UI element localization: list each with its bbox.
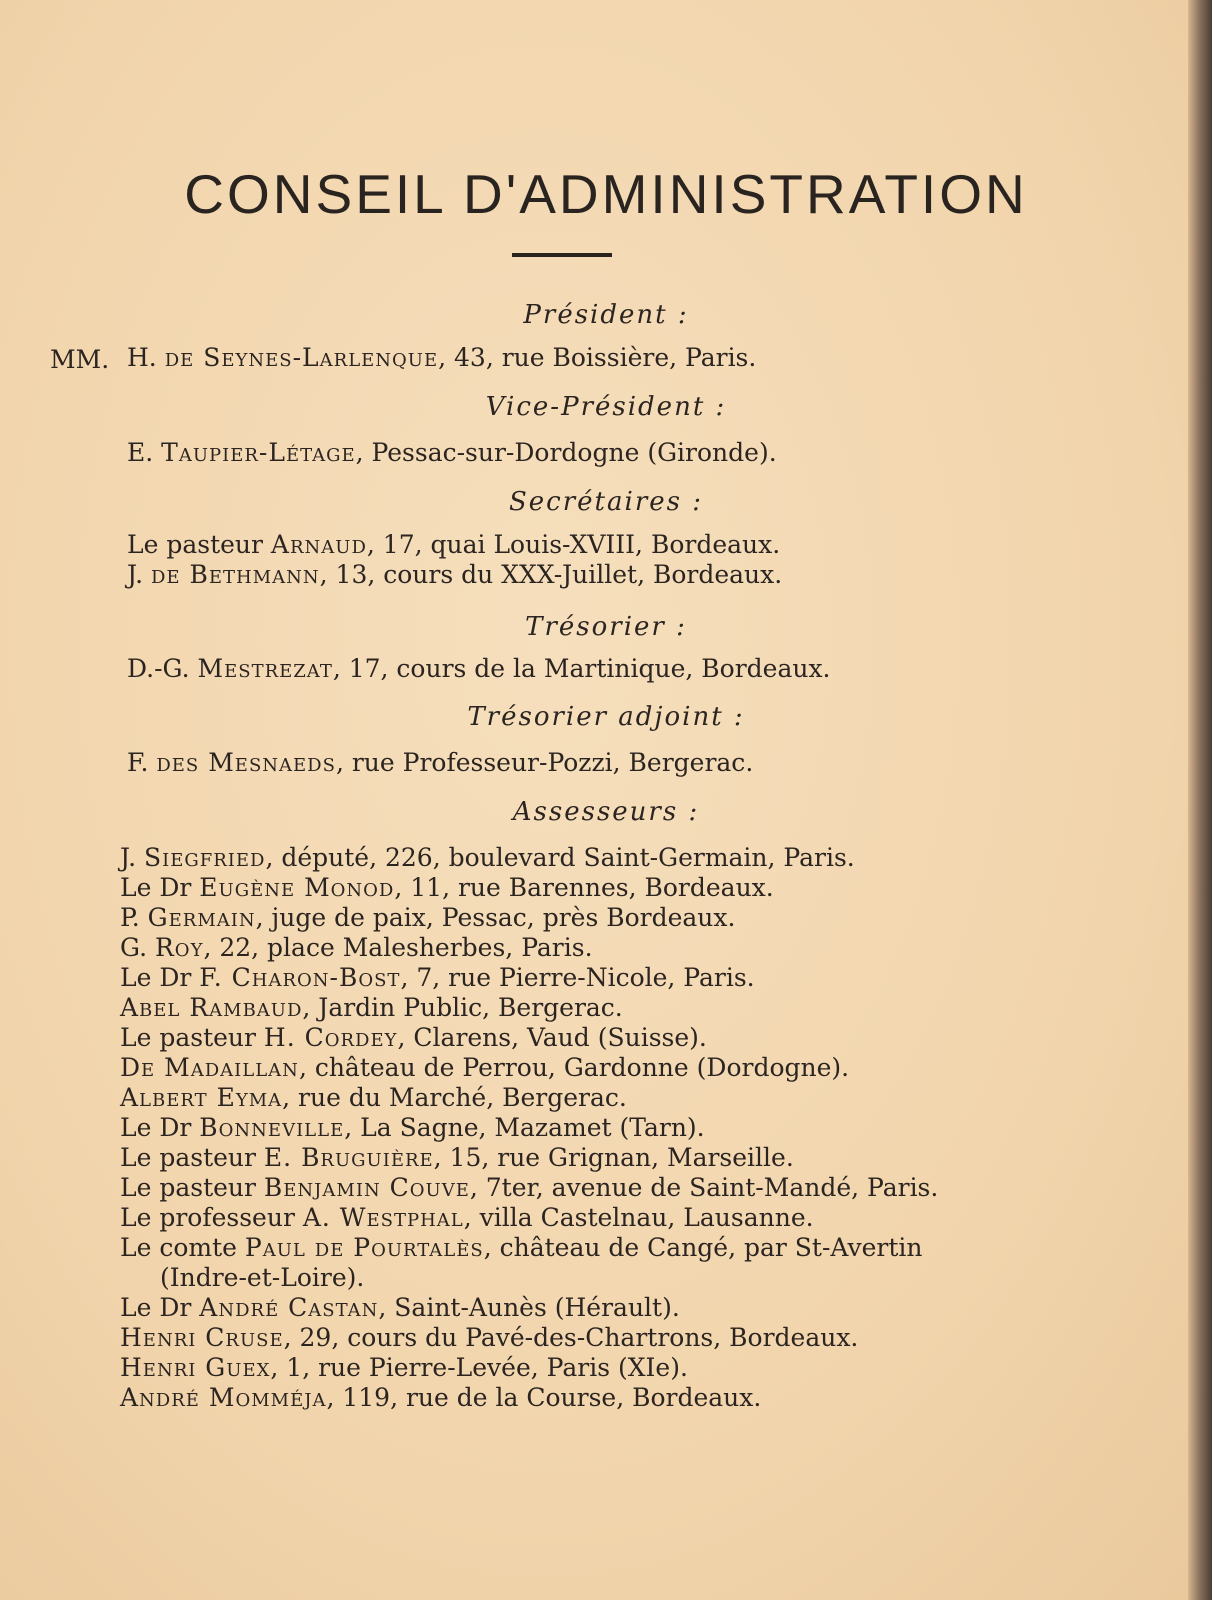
entry-assesseur-17: Henri Guex, 1, rue Pierre-Levée, Paris (XIe). [120,1353,688,1382]
entry-secretaire-1: Le pasteur Arnaud, 17, quai Louis-XVIII, Bordeaux. [127,530,781,559]
entry-assesseur-3: P. Germain, juge de paix, Pessac, près Bordeaux. [120,903,736,932]
entry-tresorier-adjoint: F. des Mesnaeds, rue Professeur-Pozzi, Bergerac. [127,748,754,777]
section-heading-tresorier-adjoint: Trésorier adjoint : [467,702,745,732]
entry-assesseur-14-continued: (Indre-et-Loire). [160,1263,365,1292]
section-heading-vice-president: Vice-Président : [485,392,727,422]
entry-assesseur-5: Le Dr F. Charon-Bost, 7, rue Pierre-Nicole, Paris. [120,963,755,992]
section-heading-president: Président : [523,300,689,330]
entry-assesseur-2: Le Dr Eugène Monod, 11, rue Barennes, Bordeaux. [120,873,774,902]
mm-prefix: MM. [50,345,110,374]
section-heading-tresorier: Trésorier : [525,612,687,642]
entry-assesseur-10: Le Dr Bonneville, La Sagne, Mazamet (Tarn). [120,1113,705,1142]
page-title: CONSEIL D'ADMINISTRATION [184,163,1028,225]
entry-assesseur-6: Abel Rambaud, Jardin Public, Bergerac. [120,993,623,1022]
entry-assesseur-15: Le Dr André Castan, Saint-Aunès (Hérault). [120,1293,680,1322]
section-heading-assesseurs: Assesseurs : [512,797,700,827]
entry-assesseur-1: J. Siegfried, député, 226, boulevard Saint-Germain, Paris. [120,843,855,872]
entry-assesseur-4: G. Roy, 22, place Malesherbes, Paris. [120,933,593,962]
entry-assesseur-16: Henri Cruse, 29, cours du Pavé-des-Chartrons, Bordeaux. [120,1323,859,1352]
entry-assesseur-18: André Momméja, 119, rue de la Course, Bordeaux. [120,1383,762,1412]
entry-assesseur-7: Le pasteur H. Cordey, Clarens, Vaud (Suisse). [120,1023,707,1052]
section-heading-secretaires: Secrétaires : [508,487,704,517]
entry-secretaire-2: J. de Bethmann, 13, cours du XXX-Juillet, Bordeaux. [127,560,783,589]
entry-assesseur-14: Le comte Paul de Pourtalès, château de Cangé, par St-Avertin [120,1233,923,1262]
entry-assesseur-8: De Madaillan, château de Perrou, Gardonne (Dordogne). [120,1053,850,1082]
entry-assesseur-12: Le pasteur Benjamin Couve, 7ter, avenue de Saint-Mandé, Paris. [120,1173,939,1202]
entry-assesseur-11: Le pasteur E. Bruguière, 15, rue Grignan, Marseille. [120,1143,794,1172]
entry-assesseur-13: Le professeur A. Westphal, villa Castelnau, Lausanne. [120,1203,814,1232]
entry-tresorier: D.-G. Mestrezat, 17, cours de la Martinique, Bordeaux. [127,654,831,683]
entry-assesseur-9: Albert Eyma, rue du Marché, Bergerac. [120,1083,627,1112]
entry-vice-president: E. Taupier-Létage, Pessac-sur-Dordogne (Gironde). [127,438,777,467]
entry-president: H. de Seynes-Larlenque, 43, rue Boissière, Paris. [127,343,757,372]
title-rule [512,253,612,257]
